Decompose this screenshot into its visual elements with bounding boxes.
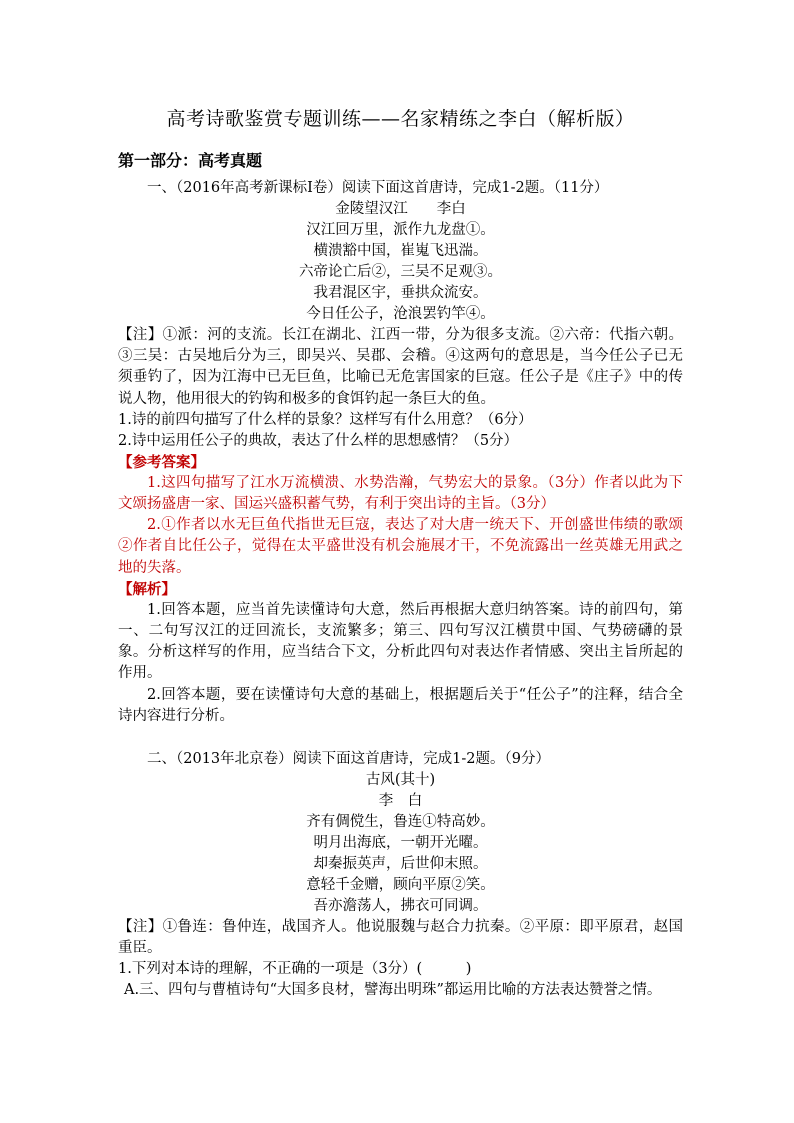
q2-poem-author: 李 白	[378, 793, 423, 810]
document-title: 高考诗歌鉴赏专题训练——名家精练之李白（解析版）	[166, 108, 635, 130]
poem-line: 意轻千金赠，顾向平原②笑。	[306, 877, 495, 894]
poem-line: 齐有倜傥生，鲁连①特高妙。	[306, 814, 495, 831]
poem-line: 六帝论亡后②，三吴不足观③。	[299, 264, 502, 280]
q1-question-2: 2.诗中运用任公子的典故，表达了什么样的思想感情？（5分）	[118, 432, 519, 449]
q2-poem	[118, 812, 683, 917]
poem-line: 横溃豁中国，崔嵬飞迅湍。	[313, 243, 488, 259]
answer-1: 1.这四句描写了江水万流横溃、水势浩瀚，气势宏大的景象。（3分）作者以此为下文颂扬盛唐一家、国运兴盛积蓄气势，有利于突出诗的主旨。（3分）	[118, 474, 683, 513]
analysis-2: 2.回答本题，要在读懂诗句大意的基础上，根据题后关于“任公子”的注释，结合全诗内容进行分析。	[118, 686, 683, 724]
poem-line: 却秦振英声，后世仰末照。	[313, 856, 488, 873]
poem-line: 汉江回万里，派作九龙盘①。	[306, 222, 495, 238]
answer-2: 2.①作者以水无巨鱼代指世无巨寇，表达了对大唐一统天下、开创盛世伟绩的歌颂 ②作者自比任公子，觉得在太平盛世没有机会施展才干，不免流露出一丝英雄无用武之地的失落。	[118, 517, 683, 576]
section-gap	[118, 727, 683, 749]
q2-poem-title: 古风(其十)	[365, 772, 436, 789]
q2-option-a: A.三、四句与曹植诗句“大国多良材，譬海出明珠”都运用比喻的方法表达赞誉之情。	[124, 982, 662, 999]
analysis-1: 1.回答本题，应当首先读懂诗句大意，然后再根据大意归纳答案。诗的前四句，第一、二句写汉江的迂回流长，支流繁多；第三、四句写汉江横贯中国、气势磅礴的景象。分析这样写的作用，应当结合下文，分析此四句对表达作者情感、突出主旨所起的作用。	[118, 601, 683, 682]
part-one-title: 第一部分：高考真题	[118, 151, 263, 170]
q1-poem-title: 金陵望汉江 李白	[335, 201, 466, 217]
q1-poem	[118, 220, 683, 325]
poem-line: 明月出海底，一朝开光曜。	[313, 835, 488, 852]
q1-question-1: 1.诗的前四句描写了什么样的景象？这样写有什么用意？（6分）	[118, 411, 533, 428]
q1-note: 【注】①派：河的支流。长江在湖北、江西一带，分为很多支流。②六帝：代指六朝。③三吴：古吴地后分为三，即吴兴、吴郡、会稽。④这两句的意思是，当今任公子已无须垂钓了，因为江海中已无巨鱼，比喻已无危害国家的巨寇。任公子是《庄子》中的传说人物，他用很大的钓钩和极多的食饵钓起一条巨大的鱼。	[118, 327, 683, 407]
document-page	[118, 100, 683, 1001]
poem-line: 我君混区宇，垂拱众流安。	[313, 285, 488, 301]
q2-note: 【注】①鲁连：鲁仲连，战国齐人。他说服魏与赵合力抗秦。②平原：即平原君，赵国重臣。	[118, 919, 683, 957]
answer-tag: 【参考答案】	[118, 453, 205, 471]
q2-question-1: 1.下列对本诗的理解，不正确的一项是（3分）( )	[118, 961, 472, 978]
poem-line: 今日任公子，沧浪罢钓竿④。	[306, 306, 495, 322]
q1-header: 一、（2016年高考新课标Ⅰ卷）阅读下面这首唐诗，完成1-2题。（11分）	[147, 180, 609, 196]
analysis-tag: 【解析】	[118, 580, 176, 598]
poem-line: 吾亦澹荡人，拂衣可同调。	[313, 898, 488, 915]
q2-header: 二、（2013年北京卷）阅读下面这首唐诗，完成1-2题。（9分）	[147, 751, 550, 768]
